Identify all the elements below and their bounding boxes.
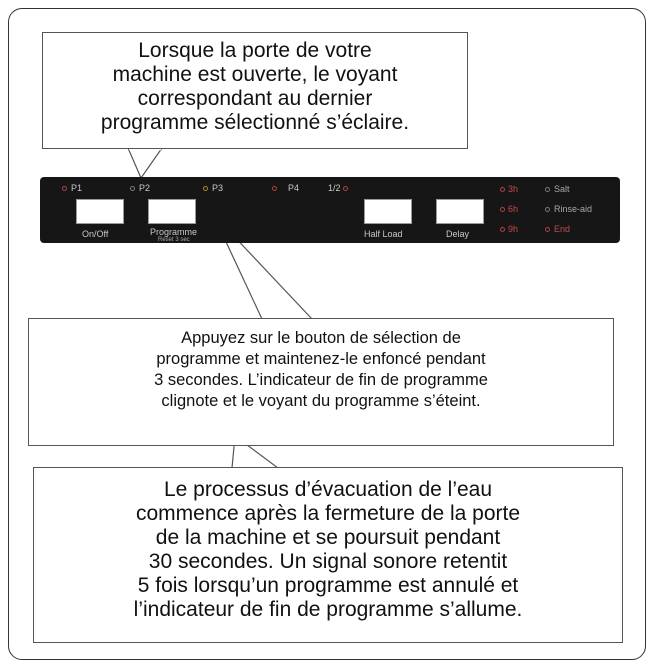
programme-label: Programme — [150, 227, 198, 237]
p3-label: P3 — [212, 183, 224, 193]
callout-line: 3 secondes. L’indicateur de fin de programme — [154, 371, 488, 389]
delay-label: Delay — [446, 229, 470, 239]
delay-6h-label: 6h — [508, 204, 519, 214]
top-callout-pointer — [128, 148, 162, 178]
callout-line: Le processus d’évacuation de l’eau — [163, 478, 493, 501]
programme-reset-label: Reset 3 sec — [158, 237, 190, 243]
callout-line: machine est ouverte, le voyant — [112, 63, 398, 86]
delay-6h-led — [500, 207, 505, 212]
callout-line: clignote et le voyant du programme s’éteint. — [161, 392, 481, 410]
half-load-led — [343, 186, 348, 191]
p1-label: P1 — [71, 183, 83, 193]
callout-line: 5 fois lorsqu’un programme est annulé et — [137, 574, 519, 597]
p4-label: P4 — [288, 183, 300, 193]
p1-led — [62, 186, 67, 191]
delay-3h-label: 3h — [508, 184, 519, 194]
onoff-button[interactable] — [76, 199, 124, 224]
delay-3h-led — [500, 187, 505, 192]
half-load-indicator: 1/2 — [328, 183, 341, 193]
callout-door-open — [42, 32, 468, 149]
callout-line: 30 secondes. Un signal sonore retentit — [148, 550, 508, 573]
callout-line: programme et maintenez-le enfoncé pendant — [156, 350, 486, 368]
p2-led — [130, 186, 135, 191]
p4-led — [272, 186, 277, 191]
callout-reset-program — [28, 318, 614, 446]
callout-line: commence après la fermeture de la porte — [135, 502, 521, 525]
half-load-button[interactable] — [364, 199, 412, 224]
p2-label: P2 — [139, 183, 151, 193]
callout-line: l’indicateur de fin de programme s’allume. — [133, 598, 523, 621]
onoff-label: On/Off — [82, 229, 109, 239]
delay-9h-label: 9h — [508, 224, 519, 234]
end-label: End — [554, 224, 571, 234]
rinse-aid-label: Rinse-aid — [554, 204, 593, 214]
callout-line: programme sélectionné s’éclaire. — [100, 111, 410, 134]
control-panel — [40, 177, 620, 243]
callout-line: Appuyez sur le bouton de sélection de — [181, 329, 461, 347]
callout-line: correspondant au dernier — [137, 87, 373, 110]
p3-led — [203, 186, 208, 191]
callout-line: Lorsque la porte de votre — [138, 39, 372, 62]
delay-button[interactable] — [436, 199, 484, 224]
half-load-label: Half Load — [364, 229, 403, 239]
salt-led — [545, 187, 550, 192]
delay-9h-led — [500, 227, 505, 232]
rinse-aid-led — [545, 207, 550, 212]
end-led — [545, 227, 550, 232]
callout-drain-process — [33, 467, 623, 643]
salt-label: Salt — [554, 184, 570, 194]
programme-button[interactable] — [148, 199, 196, 224]
callout-line: de la machine et se poursuit pendant — [155, 526, 501, 549]
